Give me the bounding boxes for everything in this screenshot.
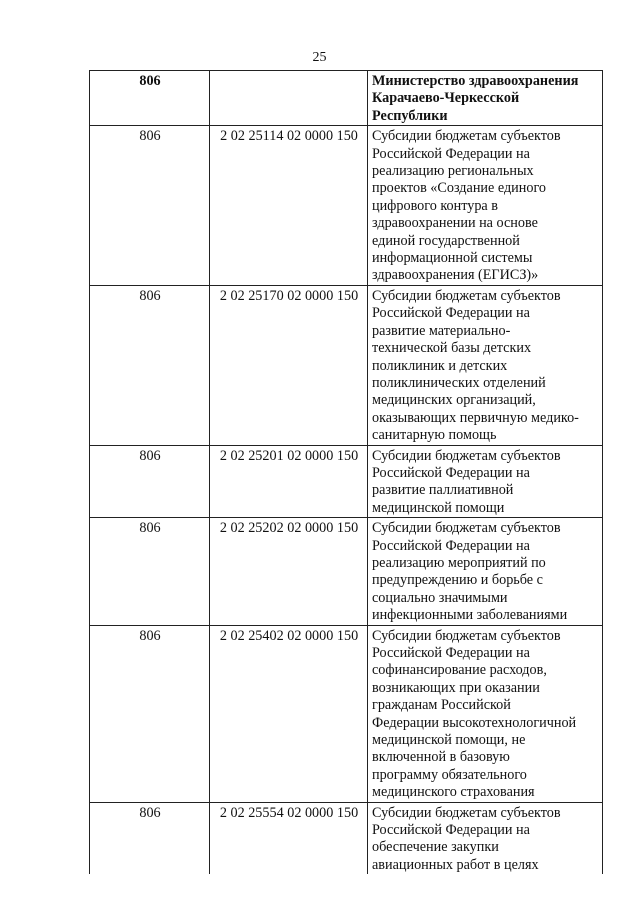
description-line: Субсидии бюджетам субъектов bbox=[372, 804, 561, 821]
description-line: Республики bbox=[372, 107, 448, 124]
revenue-code-cell: 2 02 25202 02 0000 150 bbox=[210, 518, 368, 625]
administrator-code-cell: 806 bbox=[90, 71, 210, 126]
description-line: Российской Федерации на bbox=[372, 145, 530, 162]
description-line: развитие паллиативной bbox=[372, 482, 514, 499]
table-row bbox=[90, 625, 603, 802]
description-line: предупреждению и борьбе с bbox=[372, 572, 543, 589]
description-line: медицинской помощи bbox=[372, 499, 505, 516]
description-cell bbox=[368, 285, 603, 445]
description-line: Российской Федерации на bbox=[372, 305, 530, 322]
description-line: Субсидии бюджетам субъектов bbox=[372, 128, 561, 145]
administrator-code-cell: 806 bbox=[90, 518, 210, 625]
description-line: технической базы детских bbox=[372, 340, 532, 357]
description-cell bbox=[368, 126, 603, 286]
budget-classification-table bbox=[89, 70, 603, 874]
table-row bbox=[90, 285, 603, 445]
administrator-code-cell: 806 bbox=[90, 625, 210, 802]
description-line: Российской Федерации на bbox=[372, 464, 530, 481]
description-line: социально значимыми bbox=[372, 589, 508, 606]
description-line: Субсидии бюджетам субъектов bbox=[372, 520, 561, 537]
description-line: Российской Федерации на bbox=[372, 645, 530, 661]
description-line: гражданам Российской bbox=[372, 697, 511, 714]
table-row bbox=[90, 71, 603, 126]
description-line: цифрового контура в bbox=[372, 197, 498, 214]
description-line: Российской Федерации на bbox=[372, 537, 530, 554]
description-line: включенной в базовую bbox=[372, 749, 510, 766]
description-line: обеспечение закупки bbox=[372, 839, 499, 856]
description-line: Министерство здравоохранения bbox=[372, 73, 579, 89]
revenue-code-cell: 2 02 25554 02 0000 150 bbox=[210, 802, 368, 874]
administrator-code-cell: 806 bbox=[90, 285, 210, 445]
table-row bbox=[90, 802, 603, 874]
revenue-code-cell: 2 02 25114 02 0000 150 bbox=[210, 126, 368, 286]
description-line: санитарную помощь bbox=[372, 427, 497, 444]
description-line: авиационных работ в целях bbox=[372, 856, 539, 873]
description-line: реализацию региональных bbox=[372, 163, 534, 180]
description-line: медицинского страхования bbox=[372, 784, 535, 801]
table-row bbox=[90, 445, 603, 518]
administrator-code-cell: 806 bbox=[90, 802, 210, 874]
description-cell bbox=[368, 625, 603, 802]
page-number: 25 bbox=[312, 50, 327, 65]
description-line: Российской Федерации на bbox=[372, 822, 530, 839]
description-line: медицинской помощи, не bbox=[372, 732, 526, 749]
description-line: возникающих при оказании bbox=[372, 679, 540, 696]
description-line: поликлинических отделений bbox=[372, 374, 546, 391]
table-row bbox=[90, 126, 603, 286]
table-row bbox=[90, 518, 603, 625]
description-line: оказывающих первичную медико- bbox=[372, 409, 579, 426]
description-line: информационной системы bbox=[372, 250, 533, 267]
description-line: Субсидии бюджетам субъектов bbox=[372, 627, 561, 644]
description-cell bbox=[368, 71, 603, 126]
table-body bbox=[90, 71, 603, 875]
description-line: Субсидии бюджетам субъектов bbox=[372, 287, 561, 304]
revenue-code-cell: 2 02 25201 02 0000 150 bbox=[210, 445, 368, 518]
description-line: здравоохранении на основе bbox=[372, 215, 538, 232]
description-line: развитие материально- bbox=[372, 322, 511, 339]
description-line: Федерации высокотехнологичной bbox=[372, 714, 577, 731]
description-line: программу обязательного bbox=[372, 766, 527, 783]
description-line: инфекционными заболеваниями bbox=[372, 607, 568, 624]
description-line: медицинских организаций, bbox=[372, 392, 536, 409]
description-line: Карачаево-Черкесской bbox=[372, 90, 520, 107]
revenue-code-cell: 2 02 25402 02 0000 150 bbox=[210, 625, 368, 802]
administrator-code-cell: 806 bbox=[90, 445, 210, 518]
description-line: Субсидии бюджетам субъектов bbox=[372, 447, 561, 464]
description-line: единой государственной bbox=[372, 232, 520, 249]
description-line: софинансирование расходов, bbox=[372, 662, 547, 679]
description-line: поликлиник и детских bbox=[372, 357, 508, 374]
revenue-code-cell bbox=[210, 71, 368, 126]
description-cell bbox=[368, 802, 603, 874]
description-line: здравоохранения (ЕГИСЗ)» bbox=[372, 267, 539, 284]
description-line: реализацию мероприятий по bbox=[372, 554, 546, 571]
administrator-code-cell: 806 bbox=[90, 126, 210, 286]
description-cell bbox=[368, 518, 603, 625]
description-line: проектов «Создание единого bbox=[372, 180, 547, 197]
revenue-code-cell: 2 02 25170 02 0000 150 bbox=[210, 285, 368, 445]
description-cell bbox=[368, 445, 603, 518]
